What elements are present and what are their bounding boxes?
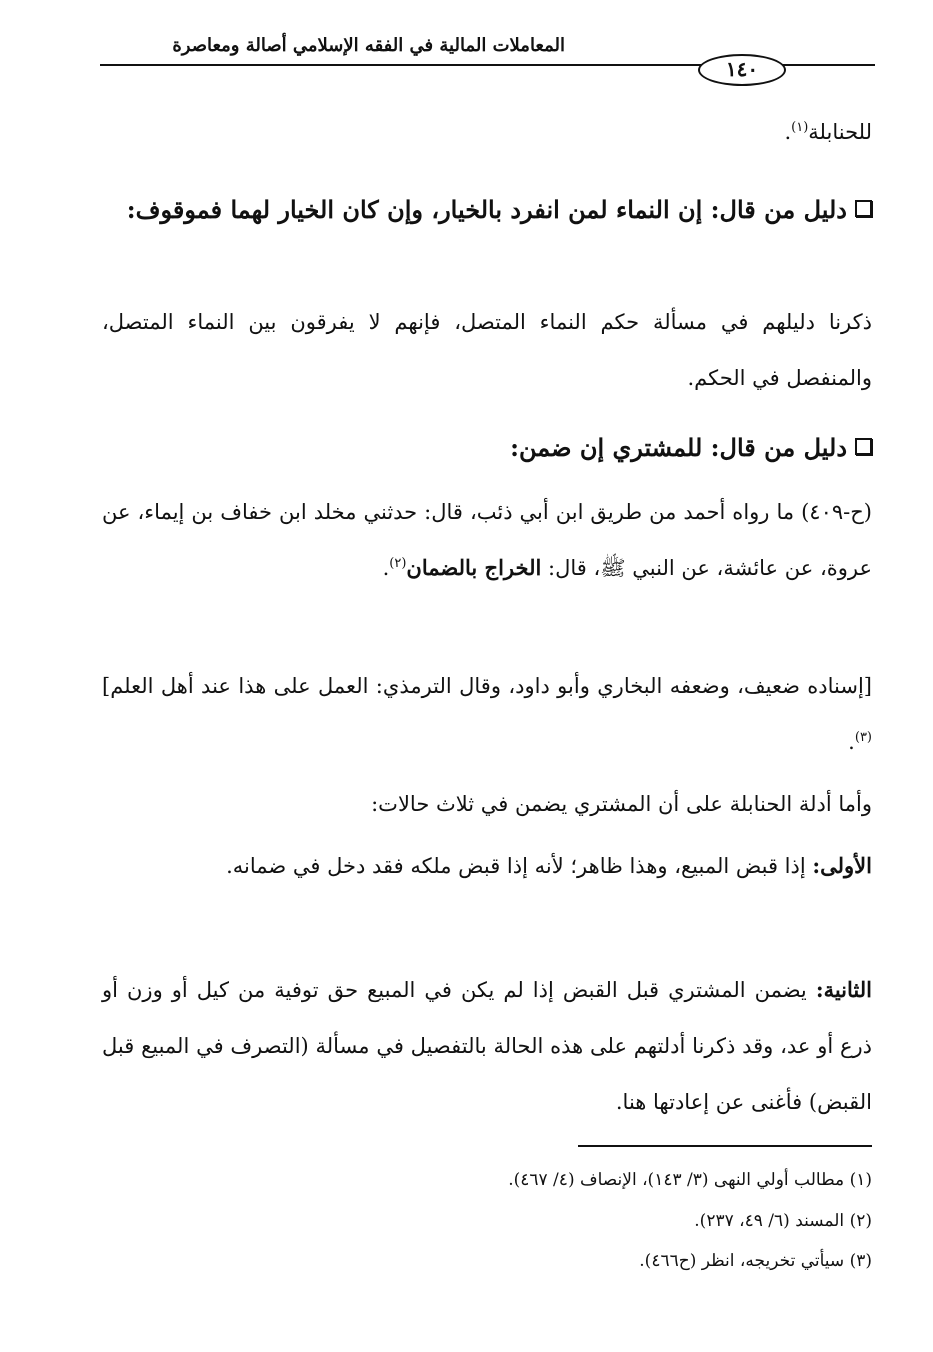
grading-paragraph [102,658,872,770]
paragraph-5 [102,776,872,832]
footnote-number: (٣) [849,1251,872,1271]
paragraph-text: وأما أدلة الحنابلة على أن المشتري يضمن في ثلاث حالات: [371,792,872,816]
hadith-paragraph [102,484,872,596]
footnote-marker: (٣) [854,730,872,745]
paragraph-2 [102,294,872,406]
paragraph-end: . [848,730,855,754]
case-label: الثانية: [815,977,872,1002]
footnote-1 [200,1167,872,1193]
heading-text: دليل من قال: للمشتري إن ضمن: [510,433,847,462]
running-header-title: المعاملات المالية في الفقه الإسلامي أصالة ومعاصرة [172,35,565,56]
footnote-text: سيأتي تخريجه، انظر (ح٤٦٦). [639,1251,845,1271]
paragraph-continuation [102,104,872,160]
footnote-text: مطالب أولي النهى (٣/ ١٤٣)، الإنصاف (٤/ ٤٦٧). [508,1170,845,1190]
footnote-rule [578,1145,872,1147]
square-bullet-icon [855,438,872,455]
paragraph-text: (ح-٤٠٩) ما رواه أحمد من طريق ابن أبي ذئب، قال: حدثني مخلد ابن خفاف بن إيماء، عن عروة، عن عائشة، عن النبي ﷺ، قال: [102,500,872,580]
section-heading-2 [102,420,872,476]
footnote-3 [200,1248,872,1274]
section-heading-1 [102,182,872,238]
footnote-text: المسند (٦/ ٤٩، ٢٣٧). [694,1211,845,1231]
paragraph-end: . [382,556,390,580]
paragraph-text: يضمن المشتري قبل القبض إذا لم يكن في المبيع حق توفية من كيل أو وزن أو ذرع أو عد، وقد ذكرنا أدلتهم على هذه الحالة بالتفصيل في مسألة (التصرف في المبيع قبل القبض) فأغنى عن إعادتها هنا. [102,978,872,1114]
footnote-marker: (٢) [389,556,407,571]
paragraph-end: . [784,120,792,144]
paragraph-text: للحنابلة [808,120,872,144]
paragraph-text: ذكرنا دليلهم في مسألة حكم النماء المتصل، فإنهم لا يفرقون بين النماء المتصل، والمنفصل في الحكم. [102,310,872,390]
footnote-number: (١) [849,1170,872,1190]
square-bullet-icon [855,200,872,217]
footnote-marker: (١) [791,120,809,135]
hadith-text-bold: الخراج بالضمان [406,555,542,580]
case-label: الأولى: [812,853,872,878]
footnote-number: (٢) [849,1211,872,1231]
paragraph-text: إذا قبض المبيع، وهذا ظاهر؛ لأنه إذا قبض ملكه فقد دخل في ضمانه. [226,854,806,878]
heading-text: دليل من قال: إن النماء لمن انفرد بالخيار، وإن كان الخيار لهما فموقوف: [126,195,847,224]
paragraph-text: [إسناده ضعيف، وضعفه البخاري وأبو داود، وقال الترمذي: العمل على هذا عند أهل العلم] [102,674,872,698]
page-number: ١٤٠ [725,57,759,81]
footnote-2 [200,1208,872,1234]
case-first-paragraph [102,838,872,894]
case-second-paragraph [102,962,872,1130]
